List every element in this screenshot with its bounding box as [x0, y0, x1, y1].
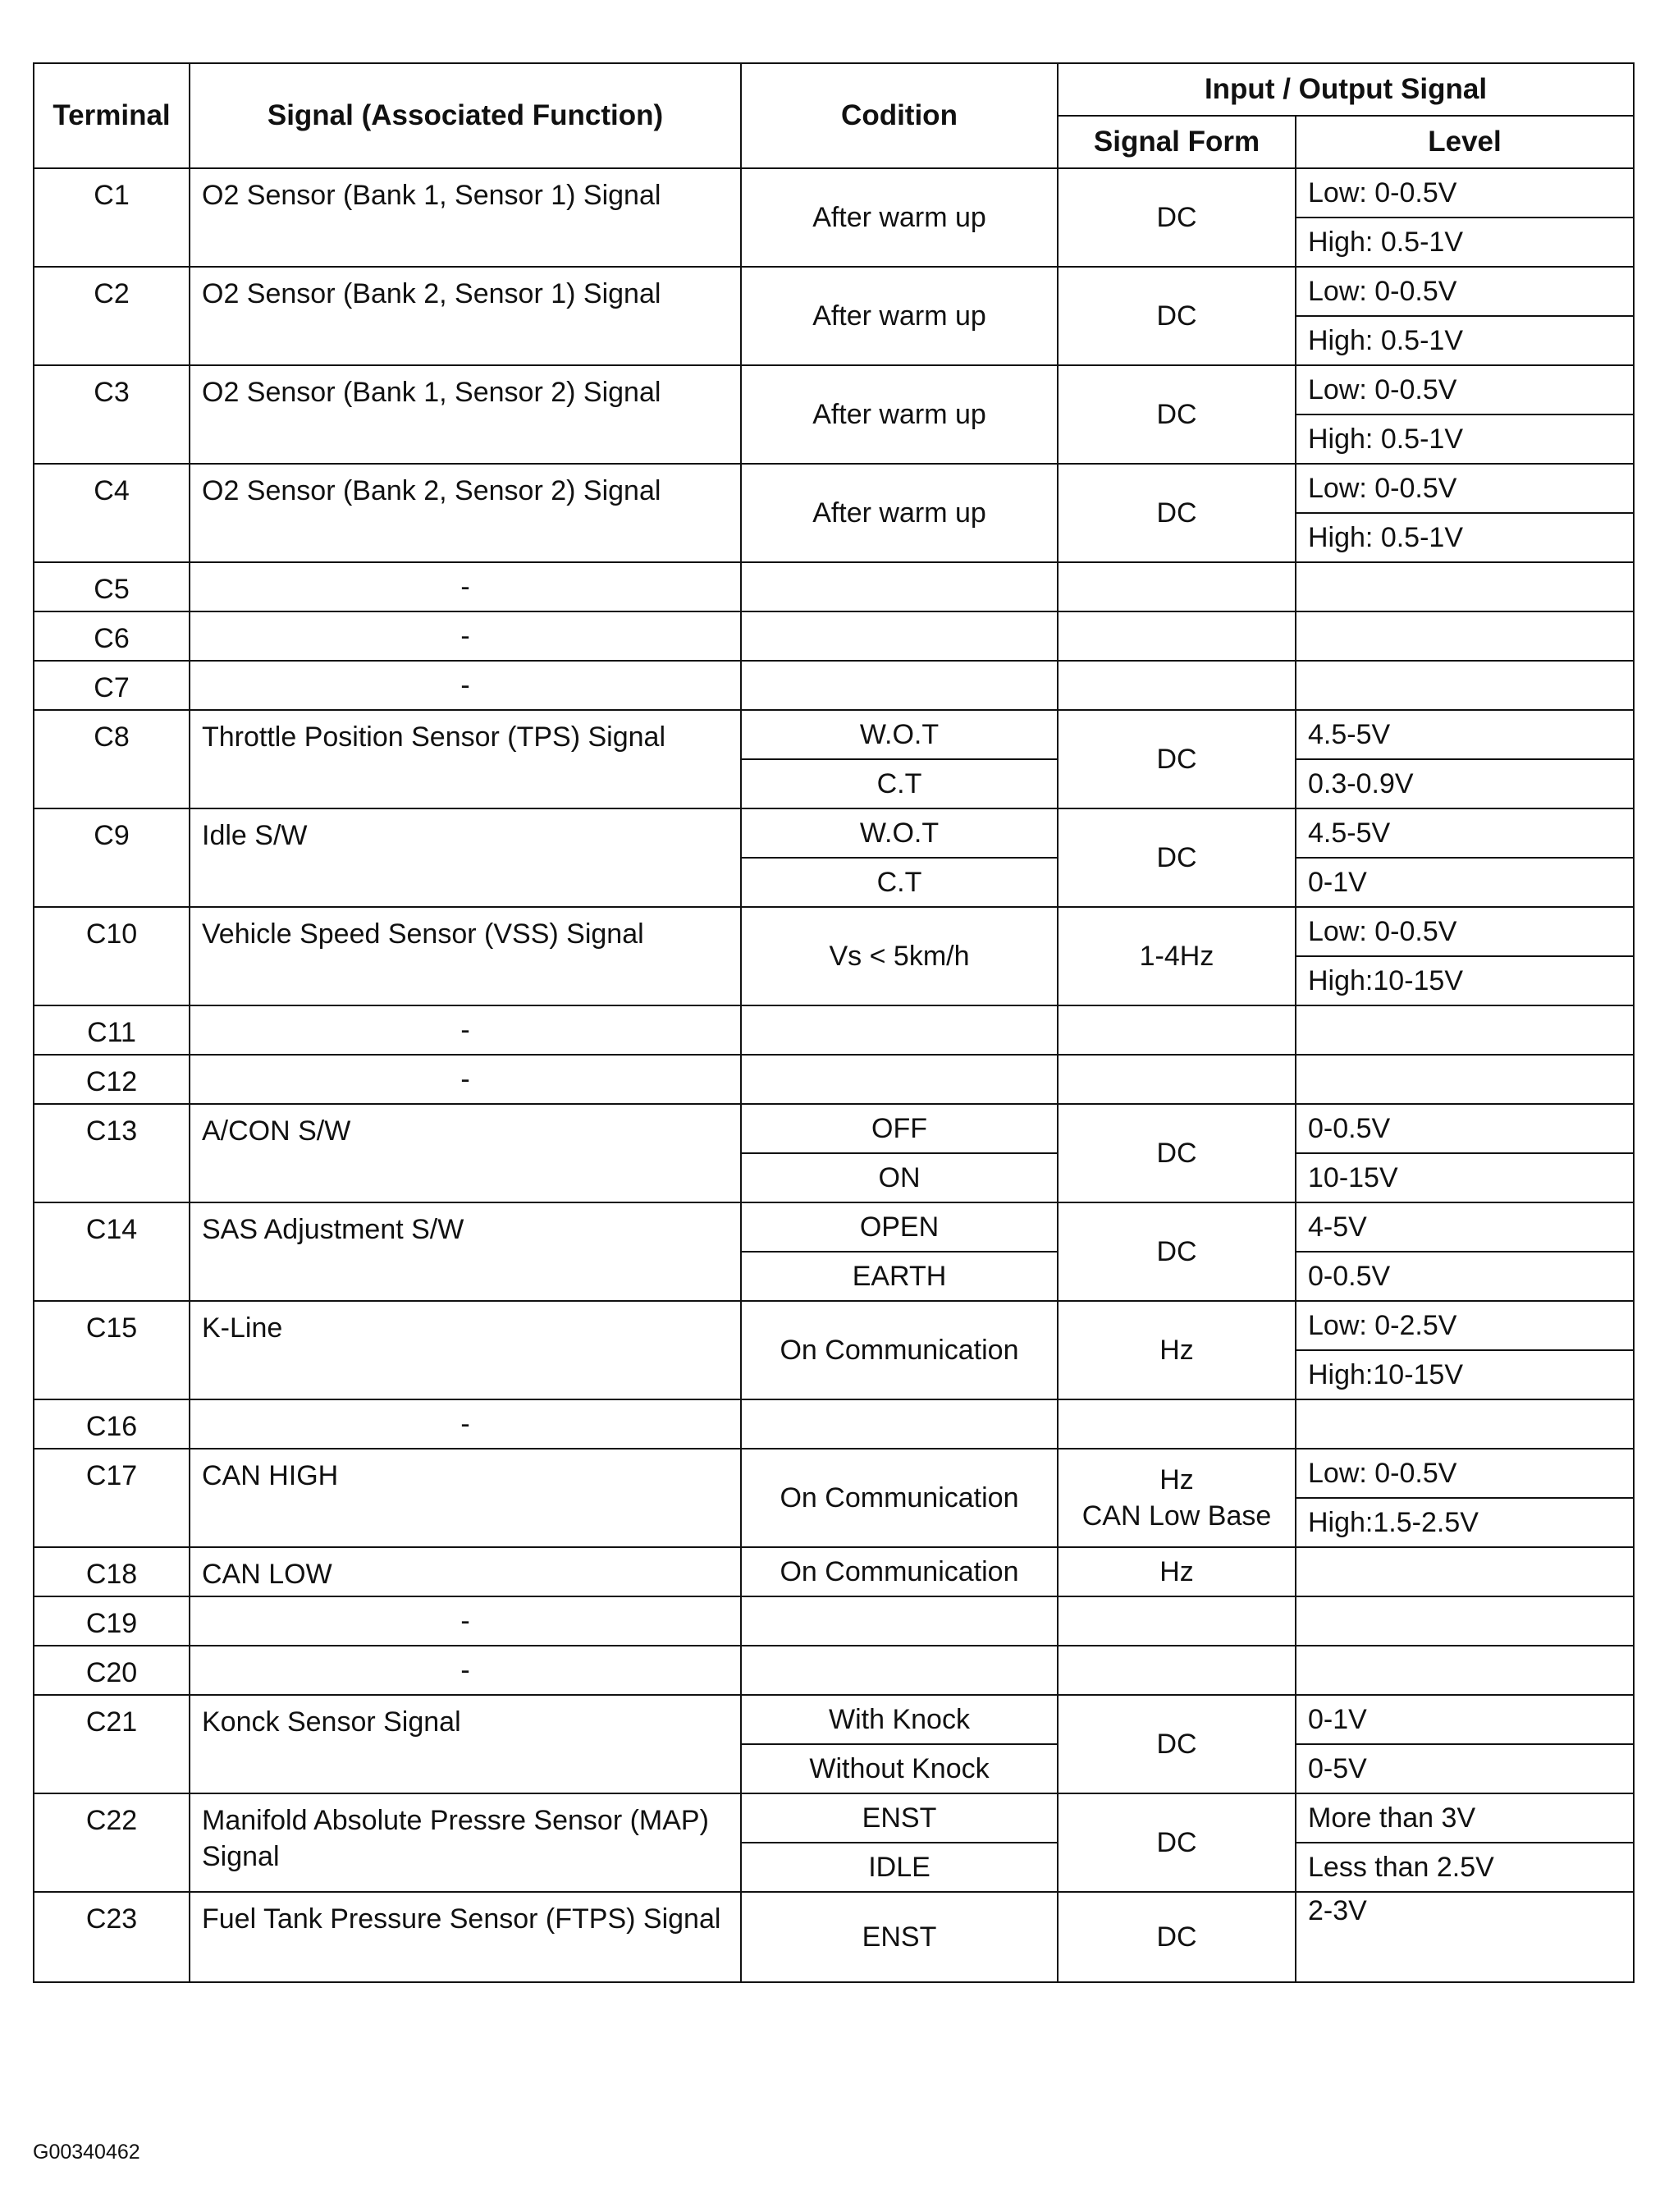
level-cell: 10-15V — [1296, 1153, 1634, 1202]
table-row — [34, 1596, 1634, 1646]
condition-cell: W.O.T — [741, 710, 1058, 759]
level-cell: 0-0.5V — [1296, 1252, 1634, 1301]
signal-form-cell — [1058, 1646, 1296, 1695]
terminal-cell: C17 — [34, 1449, 190, 1547]
signal-form-cell: Hz CAN Low Base — [1058, 1449, 1296, 1547]
signal-form-cell: Hz — [1058, 1301, 1296, 1399]
table-row — [34, 1104, 1634, 1153]
signal-form-cell — [1058, 1055, 1296, 1104]
signal-form-cell — [1058, 1596, 1296, 1646]
terminal-cell: C20 — [34, 1646, 190, 1695]
condition-cell: W.O.T — [741, 808, 1058, 858]
signal-form-cell — [1058, 1005, 1296, 1055]
level-cell: 4-5V — [1296, 1202, 1634, 1252]
level-cell: Low: 0-2.5V — [1296, 1301, 1634, 1350]
condition-cell — [741, 1596, 1058, 1646]
table-row — [34, 710, 1634, 759]
signal-cell: CAN HIGH — [190, 1449, 741, 1547]
terminal-cell: C23 — [34, 1892, 190, 1982]
condition-cell: ENST — [741, 1793, 1058, 1843]
signal-cell: - — [190, 611, 741, 661]
table-row — [34, 1646, 1634, 1695]
table-row — [34, 562, 1634, 611]
condition-cell: IDLE — [741, 1843, 1058, 1892]
terminal-cell: C15 — [34, 1301, 190, 1399]
terminal-cell: C11 — [34, 1005, 190, 1055]
level-cell: High:1.5-2.5V — [1296, 1498, 1634, 1547]
header-terminal: Terminal — [34, 63, 190, 168]
signal-cell: Fuel Tank Pressure Sensor (FTPS) Signal — [190, 1892, 741, 1982]
header-signal-form: Signal Form — [1058, 116, 1296, 168]
signal-form-cell — [1058, 1399, 1296, 1449]
signal-form-cell — [1058, 562, 1296, 611]
signal-form-cell — [1058, 611, 1296, 661]
condition-cell — [741, 661, 1058, 710]
table-row — [34, 1449, 1634, 1498]
terminal-cell: C22 — [34, 1793, 190, 1892]
condition-cell — [741, 1005, 1058, 1055]
terminal-cell: C14 — [34, 1202, 190, 1301]
table-row — [34, 1399, 1634, 1449]
terminal-cell: C5 — [34, 562, 190, 611]
condition-cell: On Communication — [741, 1547, 1058, 1596]
condition-cell: ENST — [741, 1892, 1058, 1982]
condition-cell: OPEN — [741, 1202, 1058, 1252]
signal-form-cell: Hz — [1058, 1547, 1296, 1596]
level-cell: High: 0.5-1V — [1296, 513, 1634, 562]
condition-cell — [741, 1055, 1058, 1104]
terminal-cell: C9 — [34, 808, 190, 907]
level-cell — [1296, 562, 1634, 611]
level-cell: 0-0.5V — [1296, 1104, 1634, 1153]
condition-cell — [741, 1646, 1058, 1695]
level-cell: Low: 0-0.5V — [1296, 1449, 1634, 1498]
level-cell: More than 3V — [1296, 1793, 1634, 1843]
signal-cell: CAN LOW — [190, 1547, 741, 1596]
table-header — [34, 63, 1634, 168]
condition-cell: After warm up — [741, 464, 1058, 562]
level-cell — [1296, 1399, 1634, 1449]
level-cell: 4.5-5V — [1296, 808, 1634, 858]
level-cell — [1296, 1646, 1634, 1695]
condition-cell — [741, 1399, 1058, 1449]
signal-cell: Idle S/W — [190, 808, 741, 907]
level-cell — [1296, 661, 1634, 710]
signal-cell: Throttle Position Sensor (TPS) Signal — [190, 710, 741, 808]
level-cell — [1296, 1055, 1634, 1104]
table-row — [34, 365, 1634, 414]
signal-form-cell: DC — [1058, 1202, 1296, 1301]
signal-cell: Manifold Absolute Pressre Sensor (MAP) Signal — [190, 1793, 741, 1892]
condition-cell: C.T — [741, 759, 1058, 808]
signal-cell: A/CON S/W — [190, 1104, 741, 1202]
table-row — [34, 168, 1634, 218]
level-cell: Low: 0-0.5V — [1296, 365, 1634, 414]
level-cell: 0-5V — [1296, 1744, 1634, 1793]
signal-cell: - — [190, 1399, 741, 1449]
terminal-cell: C4 — [34, 464, 190, 562]
table-row — [34, 1793, 1634, 1843]
table-row — [34, 1892, 1634, 1982]
terminal-cell: C18 — [34, 1547, 190, 1596]
level-cell: High:10-15V — [1296, 956, 1634, 1005]
level-cell: Less than 2.5V — [1296, 1843, 1634, 1892]
terminal-cell: C1 — [34, 168, 190, 267]
table-row — [34, 1202, 1634, 1252]
header-level: Level — [1296, 116, 1634, 168]
signal-form-cell: DC — [1058, 808, 1296, 907]
terminal-cell: C10 — [34, 907, 190, 1005]
signal-form-cell: DC — [1058, 1793, 1296, 1892]
signal-form-cell: DC — [1058, 168, 1296, 267]
level-cell: High: 0.5-1V — [1296, 414, 1634, 464]
signal-cell: O2 Sensor (Bank 2, Sensor 1) Signal — [190, 267, 741, 365]
signal-cell: - — [190, 1596, 741, 1646]
signal-form-cell: DC — [1058, 365, 1296, 464]
level-cell — [1296, 1596, 1634, 1646]
level-cell: 4.5-5V — [1296, 710, 1634, 759]
condition-cell: EARTH — [741, 1252, 1058, 1301]
terminal-cell: C12 — [34, 1055, 190, 1104]
terminal-signal-table — [33, 62, 1635, 1983]
terminal-cell: C16 — [34, 1399, 190, 1449]
signal-form-cell: DC — [1058, 1104, 1296, 1202]
terminal-cell: C6 — [34, 611, 190, 661]
table-body — [34, 168, 1634, 1982]
level-cell: 0.3-0.9V — [1296, 759, 1634, 808]
table-row — [34, 1055, 1634, 1104]
condition-cell: With Knock — [741, 1695, 1058, 1744]
header-signal: Signal (Associated Function) — [190, 63, 741, 168]
level-cell: Low: 0-0.5V — [1296, 464, 1634, 513]
signal-cell: SAS Adjustment S/W — [190, 1202, 741, 1301]
condition-cell: After warm up — [741, 267, 1058, 365]
signal-cell: Konck Sensor Signal — [190, 1695, 741, 1793]
signal-cell: - — [190, 661, 741, 710]
signal-cell: K-Line — [190, 1301, 741, 1399]
condition-cell: Vs < 5km/h — [741, 907, 1058, 1005]
terminal-cell: C2 — [34, 267, 190, 365]
condition-cell: OFF — [741, 1104, 1058, 1153]
condition-cell: After warm up — [741, 365, 1058, 464]
table-row — [34, 907, 1634, 956]
table-row — [34, 1695, 1634, 1744]
condition-cell: On Communication — [741, 1449, 1058, 1547]
signal-form-cell: DC — [1058, 1695, 1296, 1793]
level-cell: Low: 0-0.5V — [1296, 907, 1634, 956]
signal-form-cell: 1-4Hz — [1058, 907, 1296, 1005]
signal-cell: - — [190, 1646, 741, 1695]
level-cell: 2-3V — [1296, 1892, 1634, 1982]
condition-cell: C.T — [741, 858, 1058, 907]
level-cell: High: 0.5-1V — [1296, 316, 1634, 365]
level-cell: High:10-15V — [1296, 1350, 1634, 1399]
signal-cell: O2 Sensor (Bank 2, Sensor 2) Signal — [190, 464, 741, 562]
condition-cell — [741, 562, 1058, 611]
level-cell: Low: 0-0.5V — [1296, 168, 1634, 218]
signal-cell: - — [190, 562, 741, 611]
condition-cell — [741, 611, 1058, 661]
level-cell — [1296, 611, 1634, 661]
condition-cell: ON — [741, 1153, 1058, 1202]
signal-cell: Vehicle Speed Sensor (VSS) Signal — [190, 907, 741, 1005]
table-row — [34, 464, 1634, 513]
terminal-cell: C7 — [34, 661, 190, 710]
figure-id: G00340462 — [33, 2141, 140, 2164]
level-cell: Low: 0-0.5V — [1296, 267, 1634, 316]
terminal-cell: C3 — [34, 365, 190, 464]
signal-form-cell: DC — [1058, 1892, 1296, 1982]
signal-form-cell: DC — [1058, 710, 1296, 808]
level-cell: 0-1V — [1296, 858, 1634, 907]
level-cell — [1296, 1547, 1634, 1596]
condition-cell: After warm up — [741, 168, 1058, 267]
signal-form-cell: DC — [1058, 267, 1296, 365]
table-row — [34, 808, 1634, 858]
table-row — [34, 1301, 1634, 1350]
table-row — [34, 267, 1634, 316]
terminal-cell: C19 — [34, 1596, 190, 1646]
level-cell: High: 0.5-1V — [1296, 218, 1634, 267]
signal-form-cell — [1058, 661, 1296, 710]
condition-cell: Without Knock — [741, 1744, 1058, 1793]
signal-cell: - — [190, 1055, 741, 1104]
level-cell — [1296, 1005, 1634, 1055]
header-io-signal: Input / Output Signal — [1058, 63, 1634, 116]
signal-form-cell: DC — [1058, 464, 1296, 562]
terminal-cell: C13 — [34, 1104, 190, 1202]
table-row — [34, 1005, 1634, 1055]
level-cell: 0-1V — [1296, 1695, 1634, 1744]
table-row — [34, 611, 1634, 661]
signal-cell: O2 Sensor (Bank 1, Sensor 1) Signal — [190, 168, 741, 267]
terminal-cell: C8 — [34, 710, 190, 808]
table-row — [34, 661, 1634, 710]
condition-cell: On Communication — [741, 1301, 1058, 1399]
terminal-cell: C21 — [34, 1695, 190, 1793]
table-row — [34, 1547, 1634, 1596]
header-condition: Codition — [741, 63, 1058, 168]
signal-cell: - — [190, 1005, 741, 1055]
signal-cell: O2 Sensor (Bank 1, Sensor 2) Signal — [190, 365, 741, 464]
